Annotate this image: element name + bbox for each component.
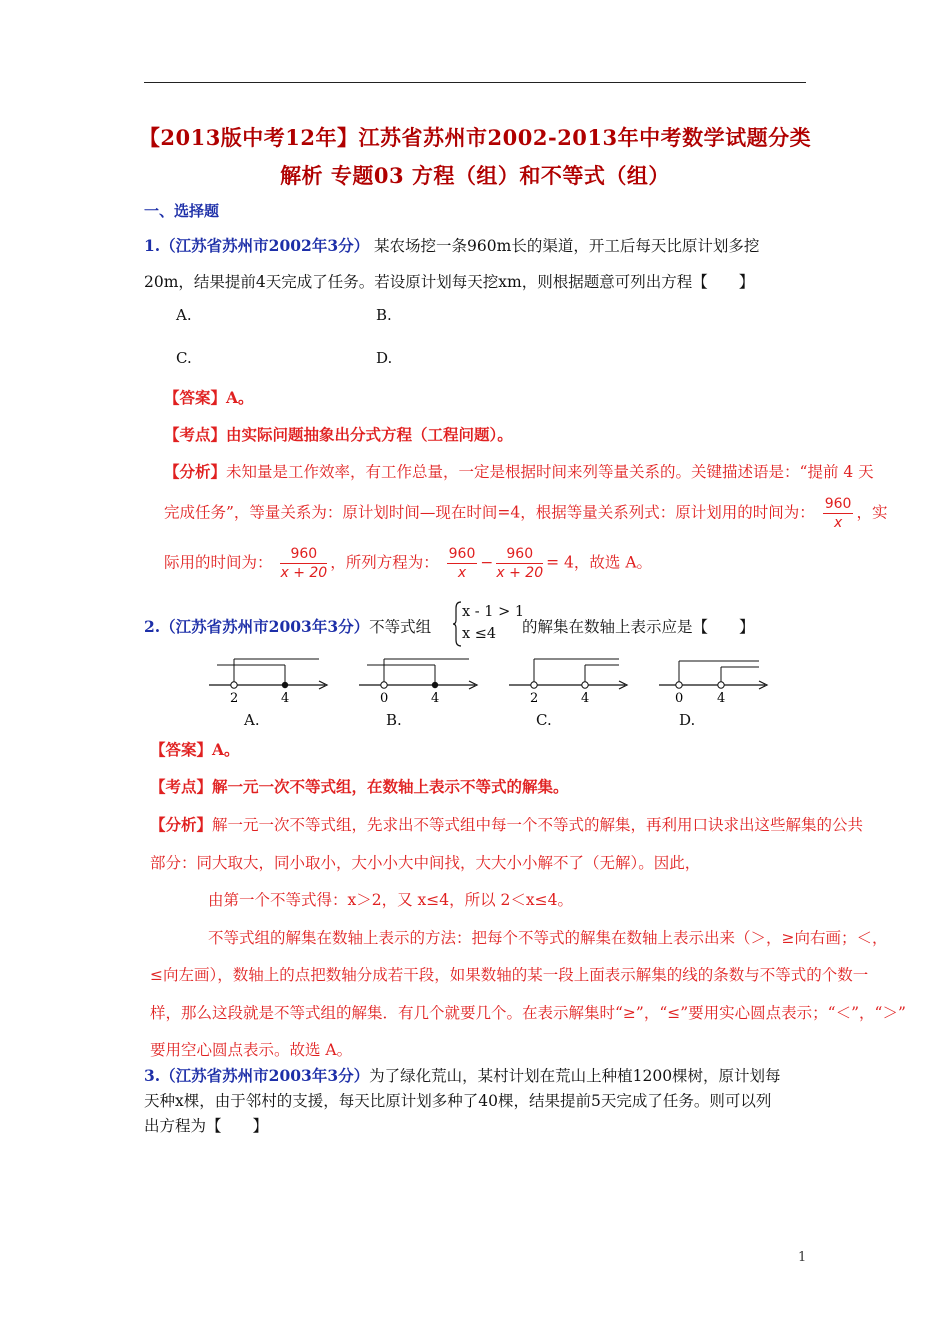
q2-text-a: 不等式组: [369, 618, 432, 636]
tick-label-b2: 4: [431, 691, 440, 705]
number-line-b: [355, 655, 485, 705]
q3-line-1: [144, 1064, 781, 1086]
minus-sign: −: [480, 553, 494, 572]
q2-fenxi-text-6: 样，那么这段就是不等式组的解集．有几个就要几个。在表示解集时“≥”，“≤”要用实心圆点表示；“＜”，“＞”: [150, 1004, 906, 1022]
q1-fenxi-text-3a: 际用的时间为：: [164, 553, 273, 572]
q1-fenxi-3: [164, 545, 652, 582]
q1-text-2: 20m，结果提前4天完成了任务。若设原计划每天挖xm，则根据题意可列出方程【 】: [144, 273, 755, 291]
equation-fraction-2: [496, 545, 543, 582]
q1-option-b: B.: [376, 306, 392, 324]
header-rule: [144, 82, 806, 83]
q1-fenxi-text-1: 未知量是工作效率，有工作总量，一定是根据时间来列等量关系的。关键描述语是：“提前 4 天: [226, 463, 874, 481]
q2-answer-value: A。: [212, 740, 240, 759]
q2-option-d: D.: [679, 711, 696, 729]
q1-kaodian-label: 【考点】: [164, 425, 227, 444]
fraction-960-over-x-plus-20: [280, 545, 327, 582]
tick-label-b1: 0: [380, 691, 389, 705]
tick-label-a2: 4: [281, 691, 290, 705]
fraction-numerator: 960: [280, 545, 327, 564]
q1-kaodian: [164, 423, 513, 445]
tick-label-a1: 2: [230, 691, 239, 705]
q3-source: 3.（江苏省苏州市2003年3分）: [144, 1066, 370, 1085]
number-line-c: [505, 655, 635, 705]
fraction-denominator: x + 20: [280, 565, 328, 581]
equation-fraction-1: [447, 545, 478, 582]
q1-option-d: D.: [376, 349, 393, 367]
q3-text-1: 为了绿化荒山，某村计划在荒山上种植1200棵树，原计划每: [369, 1067, 781, 1085]
q3-text-2: 天种x棵，由于邻村的支援，每天比原计划多种了40棵，结果提前5天完成了任务。则可以列: [144, 1092, 772, 1110]
q2-option-a: A.: [244, 711, 260, 729]
q1-source: 1.（江苏省苏州市2002年3分）: [144, 236, 370, 255]
q2-kaodian-label: 【考点】: [150, 777, 213, 796]
q2-option-b: B.: [386, 711, 402, 729]
fraction-denominator: x: [457, 565, 467, 581]
q1-answer-label: 【答案】: [164, 388, 227, 407]
fraction-denominator: x: [833, 515, 843, 531]
tick-label-c2: 4: [581, 691, 590, 705]
tick-label-d1: 0: [675, 691, 684, 705]
tick-label-d2: 4: [717, 691, 726, 705]
q2-kaodian: [150, 775, 569, 797]
q1-option-a: A.: [176, 306, 192, 324]
inequality-system: [462, 601, 524, 645]
q2-fenxi-text-7: 要用空心圆点表示。故选 A。: [150, 1041, 353, 1059]
fraction-numerator: 960: [824, 496, 852, 512]
q1-kaodian-text: 由实际问题抽象出分式方程（工程问题）。: [226, 425, 513, 444]
equals-four: = 4: [546, 553, 574, 572]
q2-fenxi-text-3: 由第一个不等式得：x＞2，又 x≤4，所以 2＜x≤4。: [208, 891, 574, 909]
q1-answer-value: A。: [226, 388, 254, 407]
q1-answer: [164, 386, 254, 408]
q1-fenxi-label: 【分析】: [164, 462, 227, 481]
fraction-960-over-x: [823, 495, 854, 532]
page-title-line-2: 解析 专题03 方程（组）和不等式（组）: [280, 163, 670, 188]
tick-label-c1: 2: [530, 691, 539, 705]
inequality-2: x ≤4: [462, 626, 497, 642]
q1-fenxi-text-2a: 完成任务”，等量关系为：原计划时间—现在时间=4，根据等量关系列式：原计划用的时间为：: [164, 503, 815, 522]
q2-answer: [150, 738, 240, 760]
fraction-numerator: 960: [496, 545, 543, 564]
number-line-a: [205, 655, 335, 705]
q1-fenxi-2: [164, 495, 887, 532]
q2-source: 2.（江苏省苏州市2003年3分）: [144, 617, 370, 636]
q1-line-1: [144, 234, 759, 256]
q2-line-1: [144, 615, 431, 637]
q2-fenxi-text-2: 部分：同大取大，同小取小，大小小大中间找，大大小小解不了（无解）。因此，: [150, 854, 701, 872]
fraction-denominator: x + 20: [496, 565, 544, 581]
number-line-d: [655, 655, 785, 705]
q2-answer-label: 【答案】: [150, 740, 213, 759]
q2-fenxi-label: 【分析】: [150, 815, 213, 834]
q2-kaodian-text: 解一元一次不等式组，在数轴上表示不等式的解集。: [212, 777, 569, 796]
page-title-line-1: 【2013版中考12年】江苏省苏州市2002-2013年中考数学试题分类: [138, 125, 812, 150]
q2-option-c: C.: [536, 711, 552, 729]
q2-fenxi-text-5: ≤向左画），数轴上的点把数轴分成若干段，如果数轴的某一段上面表示解集的线的条数与不等式的个数一: [150, 966, 869, 984]
q1-fenxi-text-3c: ，故选 A。: [573, 553, 653, 572]
q2-fenxi-text-4: 不等式组的解集在数轴上表示的方法：把每个不等式的解集在数轴上表示出来（＞，≥向右画；＜，: [208, 929, 888, 947]
q3-text-3: 出方程为【 】: [144, 1117, 269, 1135]
section-heading: 一、选择题: [144, 202, 220, 220]
q1-fenxi-text-2b: ，实: [856, 503, 888, 522]
inequality-1: x - 1 > 1: [462, 604, 525, 620]
q1-fenxi-1: [164, 460, 874, 482]
q2-text-b: 的解集在数轴上表示应是【 】: [522, 618, 755, 636]
q1-fenxi-text-3b: ，所列方程为：: [330, 553, 439, 572]
q1-text-1: 某农场挖一条960m长的渠道，开工后每天比原计划多挖: [374, 237, 760, 255]
fraction-numerator: 960: [448, 546, 476, 562]
q2-fenxi-text-1: 解一元一次不等式组，先求出不等式组中每一个不等式的解集，再利用口诀求出这些解集的公共: [212, 816, 864, 834]
q2-fenxi-1: [150, 813, 863, 835]
q1-option-c: C.: [176, 349, 192, 367]
page-number: 1: [798, 1250, 807, 1265]
